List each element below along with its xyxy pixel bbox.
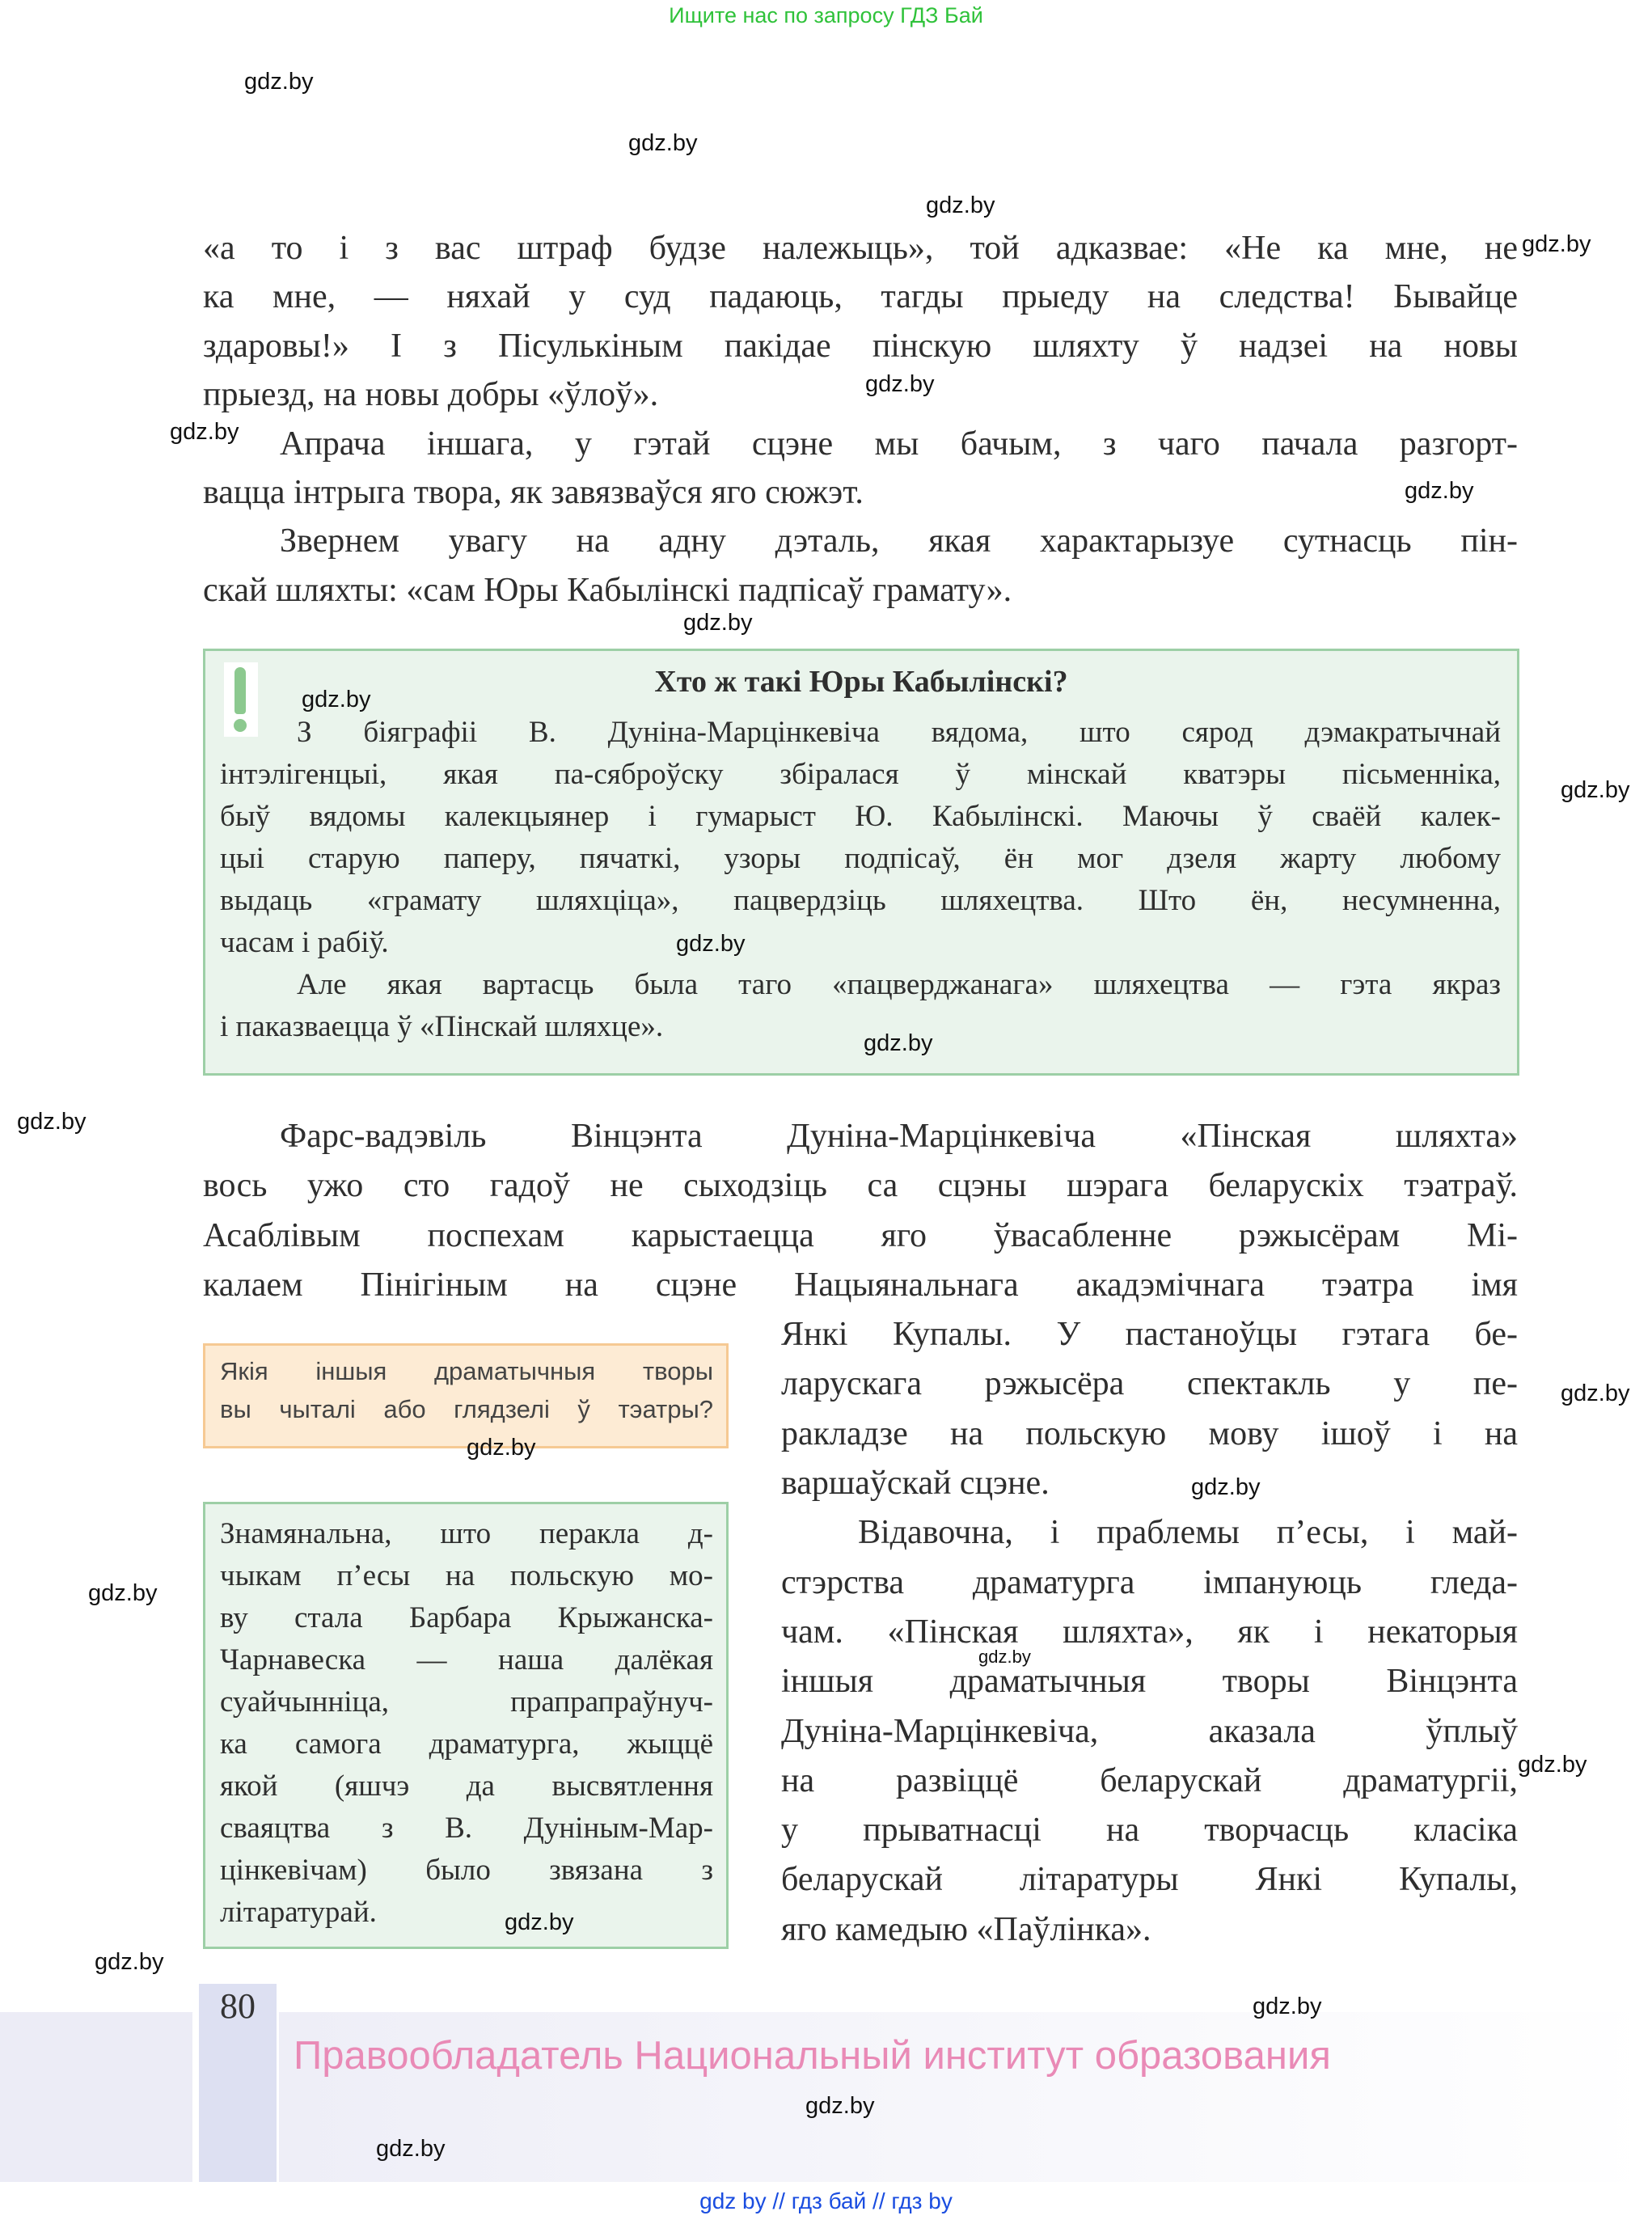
text-line: Знамянальна, што перакла д- (220, 1517, 713, 1550)
watermark: gdz.by (628, 130, 698, 156)
text-line: быў вядомы калекцыянер і гумарыст Ю. Кабылінскі. Маючы ў сваёй калек- (220, 800, 1501, 833)
search-hint: Ищите нас по запросу ГДЗ Бай (669, 3, 983, 27)
text-line: З біяграфіі В. Дуніна-Марцінкевіча вядома, што сярод дэмакратычнай (297, 716, 1501, 749)
text-line: Асаблівым поспехам карыстаецца яго ўвасабленне рэжысёрам Мі- (203, 1216, 1518, 1254)
text-line: варшаўскай сцэне. (781, 1465, 1050, 1503)
watermark: gdz.by (864, 1030, 933, 1056)
text-line: беларускай літаратуры Янкі Купалы, (781, 1861, 1518, 1899)
text-line: Янкі Купалы. У пастаноўцы гэтага бе- (781, 1316, 1518, 1354)
text-line: ракладзе на польскую мову ішоў і на (781, 1414, 1518, 1452)
text-line: стэрства драматурга імпануюць гледа- (781, 1563, 1518, 1601)
watermark: gdz.by (95, 1949, 164, 1975)
text-line: яго камедыю «Паўлінка». (781, 1910, 1151, 1948)
text-line: іншыя драматычныя творы Вінцэнта (781, 1663, 1518, 1701)
watermark: gdz.by (1561, 1380, 1630, 1406)
text-line: прыезд, на новы добры «ўлоў». (203, 376, 659, 414)
watermark: gdz.by (805, 2093, 875, 2119)
text-line: часам і рабіў. (220, 926, 389, 959)
watermark: gdz.by (1518, 1752, 1587, 1778)
text-line: чам. «Пінская шляхта», як і некаторыя (781, 1613, 1518, 1651)
watermark: gdz.by (978, 1647, 1031, 1667)
text-line: вы чыталі або глядзелі ў тэатры? (220, 1395, 713, 1423)
text-line: літаратурай. (220, 1896, 377, 1929)
text-line: і паказваецца ў «Пінскай шляхце». (220, 1010, 664, 1043)
info-box-title: Хто ж такі Юры Кабылінскі? (654, 665, 1068, 699)
text-line: Апрача іншага, у гэтай сцэне мы бачым, з чаго пачала разгорт- (280, 425, 1518, 463)
text-line: Фарс-вадэвіль Вінцэнта Дуніна-Марцінкевіча «Пінская шляхта» (280, 1118, 1518, 1155)
watermark: gdz.by (88, 1580, 158, 1606)
watermark: gdz.by (376, 2136, 446, 2162)
watermark: gdz.by (17, 1109, 87, 1135)
watermark: gdz.by (1253, 1994, 1322, 2019)
body-text-top (203, 224, 1518, 615)
text-line: вось ужо сто гадоў не сыходзіць са сцэны шэрага беларускіх тэатраў. (203, 1167, 1518, 1205)
text-line: ларускага рэжысёра спектакль у пе- (781, 1365, 1518, 1403)
watermark: gdz.by (683, 610, 753, 636)
text-line: Звернем увагу на адну дэталь, якая характарызуе сутнасць пін- (280, 522, 1518, 560)
watermark: gdz.by (170, 419, 239, 445)
text-line: у прыватнасці на творчасць класіка (781, 1812, 1518, 1850)
text-line: Дуніна-Марцінкевіча, аказала ўплыў (781, 1712, 1518, 1750)
text-line: ка мне, — няхай у суд падаюць, тагды прыеду на следства! Бывайце (203, 278, 1518, 316)
watermark: gdz.by (467, 1435, 536, 1461)
text-line: цінкевічам) было звязана з (220, 1854, 713, 1887)
text-line: Якія іншыя драматычныя творы (220, 1357, 713, 1385)
watermark: gdz.by (1561, 777, 1630, 803)
text-line: вацца інтрыга твора, як завязваўся яго сюжэт. (203, 473, 864, 511)
text-line: ка самога драматурга, жыццё (220, 1727, 713, 1761)
text-line: Але якая вартасць была таго «пацверджанага» шляхецтва — гэта якраз (297, 968, 1501, 1001)
text-line: чыкам п’есы на польскую мо- (220, 1559, 713, 1592)
text-line: цыі старую паперу, пячаткі, узоры подпісаў, ён мог дзеля жарту любому (220, 842, 1501, 875)
bottom-links[interactable]: gdz by // гдз бай // гдз by (699, 2188, 953, 2213)
watermark: gdz.by (244, 69, 314, 95)
text-line: калаем Пінігіным на сцэне Нацыянальнага акадэмічнага тэатра імя (203, 1266, 1518, 1304)
text-line: сваяцтва з В. Дуніным-Мар- (220, 1812, 713, 1845)
watermark: gdz.by (302, 687, 371, 712)
watermark: gdz.by (1405, 478, 1474, 504)
text-line: выдаць «грамату шляхціца», пацвердзіць шляхецтва. Што ён, несумненна, (220, 884, 1501, 917)
watermark: gdz.by (865, 371, 935, 397)
watermark: gdz.by (1191, 1474, 1261, 1500)
text-line: скай шляхты: «сам Юры Кабылінскі падпісаў грамату». (203, 571, 1012, 609)
text-line: якой (яшчэ да высвятлення (220, 1769, 713, 1803)
text-line: Відавочна, і праблемы п’есы, і май- (858, 1514, 1518, 1552)
copyright-watermark: Правообладатель Национальный институт образования (294, 2034, 1331, 2078)
watermark: gdz.by (676, 931, 746, 957)
note-text (220, 1513, 713, 1934)
page-number: 80 (220, 1986, 256, 2026)
text-line: суайчынніца, прапрапраўнуч- (220, 1685, 713, 1719)
watermark: gdz.by (926, 192, 995, 218)
info-box-text (220, 712, 1501, 1048)
text-line: ву стала Барбара Крыжанска- (220, 1601, 713, 1634)
footer-band (0, 2012, 192, 2182)
watermark: gdz.by (505, 1909, 574, 1935)
question-text (220, 1352, 713, 1428)
text-line: «а то і з вас штраф будзе належыць», той адказвае: «Не ка мне, не (203, 230, 1518, 267)
watermark: gdz.by (1522, 231, 1591, 257)
text-line: на развіццё беларускай драматургіі, (781, 1761, 1518, 1799)
text-line: інтэлігенцыі, якая па-сяброўску збіралася ў мінскай кватэры пісьменніка, (220, 758, 1501, 791)
text-line: здаровы!» І з Пісулькіным пакідае пінскую шляхту ў надзеі на новы (203, 327, 1518, 365)
text-line: Чарнавеска — наша далёкая (220, 1643, 713, 1676)
